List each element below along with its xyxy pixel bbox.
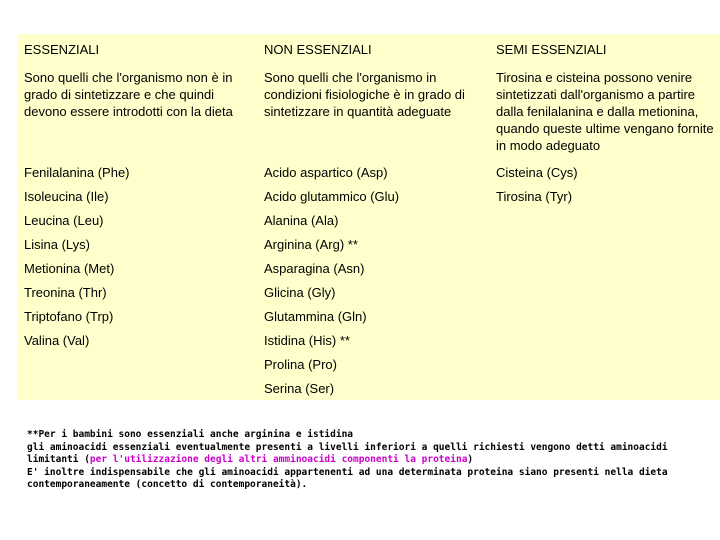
cell-semi-essenziali xyxy=(490,280,720,304)
table-row xyxy=(18,304,720,328)
note-line-1: **Per i bambini sono essenziali anche arginina e istidina xyxy=(27,429,354,440)
cell-non-essenziali: Serina (Ser) xyxy=(264,381,335,396)
table-row xyxy=(18,280,720,304)
description-essenziali: Sono quelli che l'organismo non è in grado di sintetizzare e che quindi devono essere introdotti con la dieta xyxy=(24,70,233,119)
cell-non-essenziali: Prolina (Pro) xyxy=(264,357,337,372)
table-body xyxy=(18,160,720,400)
note-line-3-start: limitanti ( xyxy=(27,454,90,465)
cell-essenziali xyxy=(18,352,258,376)
cell-semi-essenziali xyxy=(490,256,720,280)
cell-non-essenziali: Istidina (His) ** xyxy=(264,333,350,348)
amino-acids-table xyxy=(18,34,720,400)
header-essenziali: ESSENZIALI xyxy=(24,42,100,57)
table-row xyxy=(18,352,720,376)
table-row xyxy=(18,328,720,352)
cell-semi-essenziali xyxy=(490,232,720,256)
cell-non-essenziali: Glicina (Gly) xyxy=(264,285,336,300)
header-non-essenziali: NON ESSENZIALI xyxy=(264,42,372,57)
cell-semi-essenziali xyxy=(490,208,720,232)
cell-non-essenziali: Glutammina (Gln) xyxy=(264,309,367,324)
cell-essenziali: Fenilalanina (Phe) xyxy=(24,165,130,180)
cell-non-essenziali: Asparagina (Asn) xyxy=(264,261,365,276)
cell-essenziali: Treonina (Thr) xyxy=(24,285,107,300)
note-line-5: contemporaneamente (concetto di contemporaneità). xyxy=(27,479,308,490)
cell-semi-essenziali xyxy=(490,376,720,400)
cell-essenziali: Lisina (Lys) xyxy=(24,237,90,252)
table-row xyxy=(18,208,720,232)
note-line-4: E' inoltre indispensabile che gli aminoacidi appartenenti ad una determinata proteina siano presenti nella dieta xyxy=(27,466,668,478)
cell-essenziali xyxy=(18,376,258,400)
notes xyxy=(27,429,707,492)
note-line-3 xyxy=(27,454,707,467)
table-row xyxy=(18,256,720,280)
cell-essenziali: Isoleucina (Ile) xyxy=(24,189,109,204)
description-non-essenziali: Sono quelli che l'organismo in condizioni fisiologiche è in grado di sintetizzare in quantità adeguate xyxy=(264,70,465,119)
table-row xyxy=(18,184,720,208)
cell-semi-essenziali: Cisteina (Cys) xyxy=(496,165,578,180)
description-semi-essenziali: Tirosina e cisteina possono venire sintetizzati dall'organismo a partire dalla fenilalanina e dalla metionina, quando queste ultime vengano fornite in modo adeguato xyxy=(496,70,714,153)
cell-semi-essenziali: Tirosina (Tyr) xyxy=(496,189,573,204)
table-header-row xyxy=(18,34,720,65)
cell-essenziali: Leucina (Leu) xyxy=(24,213,104,228)
header-semi-essenziali: SEMI ESSENZIALI xyxy=(496,42,607,57)
cell-non-essenziali: Acido glutammico (Glu) xyxy=(264,189,400,204)
description-row xyxy=(18,65,720,160)
note-line-3-end: ) xyxy=(467,454,474,465)
table-row xyxy=(18,376,720,400)
table-row xyxy=(18,232,720,256)
cell-non-essenziali: Acido aspartico (Asp) xyxy=(264,165,388,180)
note-highlight: per l'utilizzazione degli altri amminoacidi componenti la proteina xyxy=(89,454,468,465)
cell-non-essenziali: Arginina (Arg) ** xyxy=(264,237,358,252)
cell-essenziali: Valina (Val) xyxy=(24,333,90,348)
cell-essenziali: Metionina (Met) xyxy=(24,261,115,276)
cell-semi-essenziali xyxy=(490,328,720,352)
note-line-2: gli aminoacidi essenziali eventualmente presenti a livelli inferiori a quelli richiesti vengono detti aminoacidi xyxy=(27,441,668,453)
cell-semi-essenziali xyxy=(490,304,720,328)
cell-non-essenziali: Alanina (Ala) xyxy=(264,213,339,228)
table-row xyxy=(18,160,720,184)
cell-essenziali: Triptofano (Trp) xyxy=(24,309,114,324)
cell-semi-essenziali xyxy=(490,352,720,376)
